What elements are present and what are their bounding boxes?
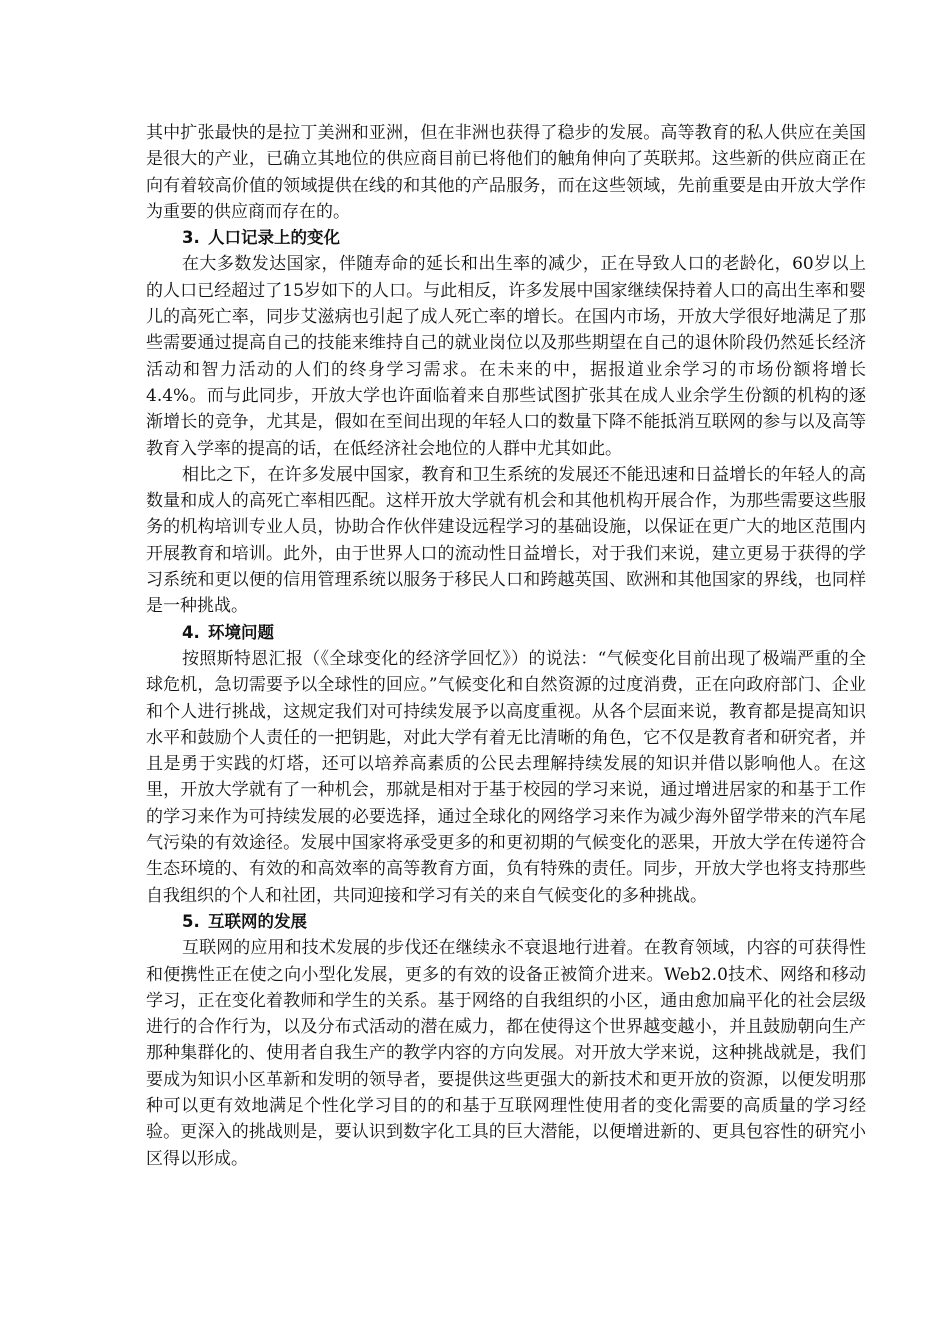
section-title: 互联网的发展	[208, 911, 307, 931]
paragraph-continuation: 其中扩张最快的是拉丁美洲和亚洲，但在非洲也获得了稳步的发展。高等教育的私人供应在美国是很大的产业，已确立其地位的供应商目前已将他们的触角伸向了英联邦。这些新的供应商正在向有着较高价值的领域提供在线的和其他的产品服务，而在这些领域，先前重要是由开放大学作为重要的供应商而存在的。	[146, 123, 866, 222]
section-number: 4.	[182, 622, 200, 642]
paragraph-environment: 按照斯特恩汇报（《全球变化的经济学回忆》）的说法：“气候变化目前出现了极端严重的全球危机，急切需要予以全球性的回应。”气候变化和自然资源的过度消费，正在向政府部门、企业和个人进行挑战，这规定我们对可持续发展予以高度重视。从各个层面来说，教育都是提高知识水平和鼓励个人责任的一把钥匙，对此大学有着无比清晰的角色，它不仅是教育者和研究者，并且是勇于实践的灯塔，还可以培养高素质的公民去理解持续发展的知识并借以影响他人。在这里，开放大学就有了一种机会，那就是相对于基于校园的学习来说，通过增进居家的和基于工作的学习来作为可持续发展的必要选择，通过全球化的网络学习来作为减少海外留学带来的汽车尾气污染的有效途径。发展中国家将承受更多的和更初期的气候变化的恶果，开放大学在传递符合生态环境的、有效的和高效率的高等教育方面，负有特殊的责任。同步，开放大学也将支持那些自我组织的个人和社团，共同迎接和学习有关的来自气候变化的多种挑战。	[146, 648, 866, 906]
paragraph-demographics-2: 相比之下，在许多发展中国家，教育和卫生系统的发展还不能迅速和日益增长的年轻人的高数量和成人的高死亡率相匹配。这样开放大学就有机会和其他机构开展合作，为那些需要这些服务的机构培训专业人员，协助合作伙伴建设远程学习的基础设施，以保证在更广大的地区范围内开展教育和培训。此外，由于世界人口的流动性日益增长，对于我们来说，建立更易于获得的学习系统和更以便的信用管理系统以服务于移民人口和跨越英国、欧洲和其他国家的界线，也同样是一种挑战。	[146, 464, 866, 617]
document-page	[146, 120, 866, 1172]
paragraph-demographics-1: 在大多数发达国家，伴随寿命的延长和出生率的减少，正在导致人口的老龄化，60岁以上的人口已经超过了15岁如下的人口。与此相反，许多发展中国家继续保持着人口的高出生率和婴儿的高死亡率，同步艾滋病也引起了成人死亡率的增长。在国内市场，开放大学很好地满足了那些需要通过提高自己的技能来维持自己的就业岗位以及那些期望在自己的退休阶段仍然延长经济活动和智力活动的人们的终身学习需求。在未来的中，据报道业余学习的市场份额将增长4.4%。而与此同步，开放大学也许面临着来自那些试图扩张其在成人业余学生份额的机构的逐渐增长的竞争，尤其是，假如在至间出现的年轻人口的数量下降不能抵消互联网的参与以及高等教育入学率的提高的话，在低经济社会地位的人群中尤其如此。	[146, 254, 866, 459]
section-heading-environment	[146, 620, 866, 646]
section-title: 人口记录上的变化	[208, 228, 340, 248]
paragraph-internet: 互联网的应用和技术发展的步伐还在继续永不衰退地行进着。在教育领域，内容的可获得性和便携性正在使之向小型化发展，更多的有效的设备正被简介进来。Web2.0技术、网络和移动学习，正在变化着教师和学生的关系。基于网络的自我组织的小区，通由愈加扁平化的社会层级进行的合作行为，以及分布式活动的潜在威力，都在使得这个世界越变越小，并且鼓励朝向生产那种集群化的、使用者自我生产的教学内容的方向发展。对开放大学来说，这种挑战就是，我们要成为知识小区革新和发明的领导者，要提供这些更强大的新技术和更开放的资源，以便发明那种可以更有效地满足个性化学习目的的和基于互联网理性使用者的变化需要的高质量的学习经验。更深入的挑战则是，要认识到数字化工具的巨大潜能，以便增进新的、更具包容性的研究小区得以形成。	[146, 938, 866, 1169]
section-heading-demographics	[146, 225, 866, 251]
section-number: 5.	[182, 911, 200, 931]
section-number: 3.	[182, 228, 200, 248]
section-heading-internet	[146, 909, 866, 935]
section-title: 环境问题	[208, 622, 274, 642]
